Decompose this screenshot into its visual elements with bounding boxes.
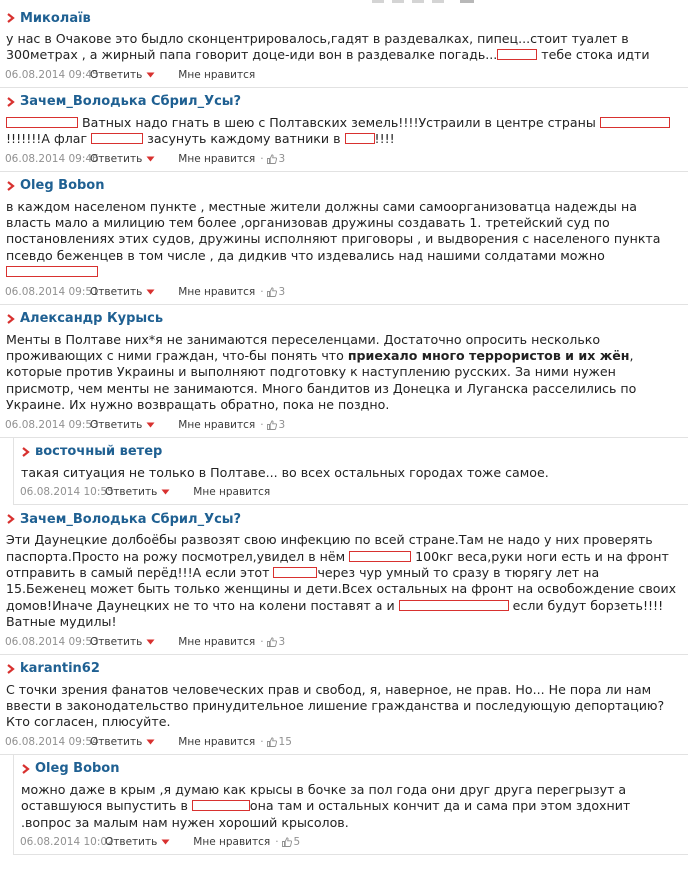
timestamp: 06.08.2014 10:02: [20, 835, 114, 848]
caret-down-icon[interactable]: [146, 156, 155, 162]
comment-body: [20, 465, 680, 481]
comment-header: [20, 759, 680, 779]
comment-meta: [5, 735, 680, 749]
comment-meta: [5, 418, 680, 432]
reply-button[interactable]: Ответить: [90, 635, 143, 648]
separator-dot: ·: [260, 152, 264, 165]
chevron-right-icon: [5, 312, 17, 326]
separator-dot: ·: [260, 735, 264, 748]
comment-header: [5, 176, 680, 196]
text-run: если будут борзеть!!!!Ватные мудилы!: [6, 597, 664, 630]
timestamp: 06.08.2014 09:51: [5, 285, 99, 298]
like-button[interactable]: Мне нравится: [178, 735, 256, 748]
page-tab-stub: [432, 0, 444, 3]
page-tab-stub: [372, 0, 384, 3]
comment-body: [20, 782, 680, 831]
comment: [0, 655, 688, 755]
comment-meta: [5, 285, 680, 299]
chevron-right-icon: [5, 179, 17, 193]
reply-button[interactable]: Ответить: [105, 486, 158, 499]
comment-body: [5, 31, 680, 64]
text-run: С точки зрения фанатов человеческих прав и свобод, я, наверное, не прав. Но... Не пора ли нам ввести в законодательство принудительное лишение гражданства и последующую депортацию? Кто согласен, плюсуйте.: [6, 681, 665, 730]
timestamp: 06.08.2014 10:55: [20, 486, 114, 499]
text-run: тебе стока идти: [537, 47, 650, 63]
text-run: Менты в Полтаве них*я не занимаются переселенцами. Достаточно опросить несколько проживающих с ними граждан, что-бы понять что: [6, 331, 601, 364]
comment-meta: [20, 835, 680, 849]
timestamp: 06.08.2014 09:54: [5, 735, 99, 748]
author-name[interactable]: Oleg Bobon: [35, 761, 120, 777]
text-run: !!!!: [374, 131, 395, 147]
caret-down-icon[interactable]: [146, 739, 155, 745]
comment-body: [5, 115, 680, 148]
caret-down-icon[interactable]: [146, 289, 155, 295]
timestamp: 06.08.2014 09:53: [5, 635, 99, 648]
like-count: 3: [278, 635, 286, 648]
timestamp: 06.08.2014 09:53: [5, 418, 99, 431]
author-name[interactable]: Зачем_Володька Сбрил_Усы?: [20, 511, 242, 527]
text-run: у нас в Очакове это быдло сконцентрировалось,гадят в раздевалках, пипец...стоит туалет в 300метрах , а жирный папа говорит доце-иди вон в раздевалке погадь...: [6, 31, 629, 63]
censored-word-box: [497, 49, 537, 60]
author-name[interactable]: восточный ветер: [35, 444, 163, 460]
like-button[interactable]: Мне нравится: [178, 635, 256, 648]
comment-feed: [0, 4, 688, 855]
censored-word-box: [6, 117, 78, 128]
page-tab-stub: [460, 0, 474, 3]
reply-button[interactable]: Ответить: [105, 835, 158, 848]
page-tab-stub: [412, 0, 424, 3]
caret-down-icon[interactable]: [146, 422, 155, 428]
like-count: 3: [278, 418, 286, 431]
comment-body: [5, 682, 680, 731]
separator-dot: ·: [260, 635, 264, 648]
chevron-right-icon: [5, 11, 17, 25]
thumbs-up-icon: [267, 154, 277, 164]
reply-comment: [13, 438, 688, 505]
author-name[interactable]: karantin62: [20, 661, 100, 677]
reply-button[interactable]: Ответить: [90, 285, 143, 298]
censored-word-box: [273, 567, 317, 578]
thumbs-up-icon: [267, 637, 277, 647]
timestamp: 06.08.2014 09:45: [5, 68, 99, 81]
bold-text: приехало много террористов и их жён: [347, 348, 630, 364]
comment: [0, 505, 688, 654]
comment-meta: [20, 485, 680, 499]
text-run: !!!!!!!А флаг: [6, 131, 92, 147]
like-count: 15: [278, 735, 292, 748]
thumbs-up-icon: [267, 287, 277, 297]
comment-body: [5, 332, 680, 414]
text-run: через чур умный то сразу в тюрягу лет на 15.Беженец может быть только женщины и дети.Всех остальных на фронт на освобождение своих домов!Иначе Даунецких не то что на колени поставят а и: [6, 564, 677, 613]
like-count: 3: [278, 285, 286, 298]
chevron-right-icon: [5, 512, 17, 526]
separator-dot: ·: [260, 418, 264, 431]
like-button[interactable]: Мне нравится: [178, 152, 256, 165]
separator-dot: ·: [275, 835, 279, 848]
caret-down-icon[interactable]: [161, 839, 170, 845]
comment-meta: [5, 635, 680, 649]
like-button[interactable]: Мне нравится: [178, 68, 256, 81]
like-button[interactable]: Мне нравится: [193, 486, 271, 499]
page-tab-stub: [392, 0, 404, 3]
comment: [0, 172, 688, 305]
comment-header: [5, 92, 680, 112]
comment: [0, 4, 688, 88]
censored-word-box: [349, 551, 411, 562]
censored-word-box: [600, 117, 670, 128]
comment-meta: [5, 68, 680, 82]
text-run: в каждом населеном пункте , местные жители должны сами самоорганизоватца надежды на власть мало а милицию тем более ,организовав дружины создавать 1. третейский суд по постановлениях этих судов, дружины исполняют приговоры , и выдворения с населеного пункта псевдо беженцев в том числе , да дидкив что издевались над нашими солдатами можно: [6, 198, 661, 263]
timestamp: 06.08.2014 09:46: [5, 152, 99, 165]
reply-button[interactable]: Ответить: [90, 735, 143, 748]
caret-down-icon[interactable]: [161, 489, 170, 495]
thumbs-up-icon: [267, 420, 277, 430]
chevron-right-icon: [5, 95, 17, 109]
comment-meta: [5, 152, 680, 166]
text-run: засунуть каждому ватники в: [143, 131, 345, 147]
text-run: она там и остальных кончит да и сама при этом здохнит .вопрос за малым нам нужен хороший крысолов.: [21, 798, 631, 830]
comment-header: [5, 8, 680, 28]
like-button[interactable]: Мне нравится: [178, 418, 256, 431]
author-name[interactable]: Александр Курысь: [20, 311, 164, 327]
chevron-right-icon: [5, 662, 17, 676]
comment-header: [5, 659, 680, 679]
comment-body: [5, 532, 680, 630]
censored-word-box: [399, 600, 509, 611]
like-count: 3: [278, 152, 286, 165]
text-run: , которые против Украины и выполняют подготовку к наступлению русских. За ними нужен присмотр, чем менты не занимаются. Много бандитов из Донецка и Луганска расселились по Украине. Их нужно возвращать обратно, пока не поздно.: [6, 348, 637, 413]
comment-body: [5, 199, 680, 281]
reply-button[interactable]: Ответить: [90, 68, 143, 81]
like-button[interactable]: Мне нравится: [178, 285, 256, 298]
separator-dot: ·: [260, 285, 264, 298]
censored-word-box: [6, 266, 98, 277]
censored-word-box: [345, 133, 375, 144]
comment-header: [5, 509, 680, 529]
text-run: 100кг веса,руки ноги есть и на фронт отправить в самый перёд!!!А если этот: [6, 548, 669, 580]
censored-word-box: [91, 133, 143, 144]
chevron-right-icon: [20, 762, 32, 776]
comment-header: [20, 442, 680, 462]
thumbs-up-icon: [282, 837, 292, 847]
text-run: Эти Даунецкие долбоёбы развозят свою инфекцию по всей стране.Там не надо у них проверять паспорта.Просто на рожу посмотрел,увидел в нём: [6, 532, 653, 564]
like-count: 5: [293, 835, 301, 848]
caret-down-icon[interactable]: [146, 72, 155, 78]
reply-button[interactable]: Ответить: [90, 152, 143, 165]
caret-down-icon[interactable]: [146, 639, 155, 645]
like-button[interactable]: Мне нравится: [193, 835, 271, 848]
censored-word-box: [192, 800, 250, 811]
reply-button[interactable]: Ответить: [90, 418, 143, 431]
comment-header: [5, 309, 680, 329]
author-name[interactable]: Миколаїв: [20, 10, 91, 26]
author-name[interactable]: Зачем_Володька Сбрил_Усы?: [20, 94, 242, 110]
thumbs-up-icon: [267, 737, 277, 747]
comment: [0, 305, 688, 438]
chevron-right-icon: [20, 445, 32, 459]
author-name[interactable]: Oleg Bobon: [20, 178, 105, 194]
text-run: Ватных надо гнать в шею с Полтавских земель!!!!Устраили в центре страны: [78, 114, 600, 130]
comment: [0, 88, 688, 172]
text-run: можно даже в крым ,я думаю как крысы в бочке за пол года они друг друга перегрызут а оставшуюся выпустить в: [21, 781, 627, 814]
reply-comment: [13, 755, 688, 855]
text-run: такая ситуация не только в Полтаве... во всех остальных городах тоже самое.: [21, 464, 549, 480]
